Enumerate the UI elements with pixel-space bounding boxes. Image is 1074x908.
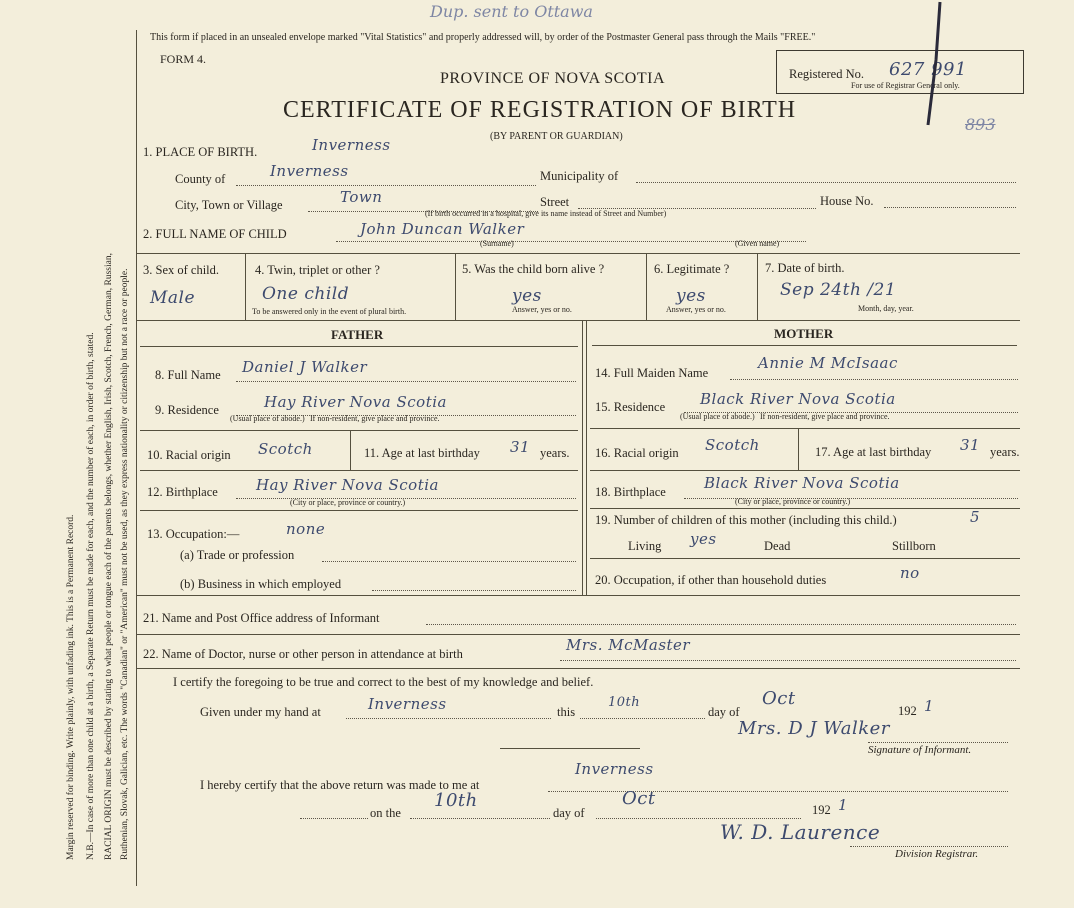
father-birthplace-value: Hay River Nova Scotia — [256, 476, 439, 494]
mother-abode-note: (Usual place of abode.) — [680, 412, 755, 421]
father-residence-value: Hay River Nova Scotia — [264, 393, 447, 411]
row-divider — [590, 558, 1020, 559]
mother-nonresident-note: If non-resident, give place and province. — [760, 412, 890, 421]
registrar-year-value: 1 — [838, 796, 849, 814]
father-age-value: 31 — [510, 438, 531, 456]
father-abode-note: (Usual place of abode.) — [230, 414, 305, 423]
alive-note: Answer, yes or no. — [512, 305, 572, 314]
cell-divider — [646, 253, 647, 320]
margin-note-3: RACIAL ORIGIN must be described by stating to what people or tongue each of the parents belongs, whether English, Irish, Scotch, French, German, Russian, — [104, 253, 114, 860]
row-divider — [590, 470, 1020, 471]
informant-signature: Mrs. D J Walker — [738, 718, 890, 739]
mother-name-value: Annie M McIsaac — [758, 354, 898, 372]
registrar-day-value: 10th — [434, 790, 478, 811]
child-name-label: 2. FULL NAME OF CHILD — [143, 227, 287, 241]
day-of-label: day of — [708, 705, 740, 719]
margin-note-2: N.B.—In case of more than one child at a birth, a Separate Return must be made for each, and the number of each, in order of birth, stated. — [86, 332, 96, 860]
mother-birthplace-label: 18. Birthplace — [595, 485, 666, 499]
row-divider — [136, 253, 1020, 254]
business-label: (b) Business in which employed — [180, 577, 342, 591]
sex-label: 3. Sex of child. — [143, 263, 220, 277]
postal-notice: This form if placed in an unsealed envelope marked "Vital Statistics" and properly addressed will, by order of the Postmaster General pass through the Mails "FREE." — [150, 32, 816, 43]
father-nonresident-note: If non-resident, give place and province. — [310, 414, 440, 423]
mother-age-value: 31 — [960, 436, 981, 454]
signature-line — [868, 742, 1008, 743]
document-title: CERTIFICATE OF REGISTRATION OF BIRTH — [283, 97, 797, 123]
father-racial-value: Scotch — [258, 440, 313, 458]
stillborn-label: Stillborn — [892, 539, 936, 553]
father-racial-label: 10. Racial origin — [147, 448, 231, 462]
twin-note: To be answered only in the event of plural birth. — [252, 307, 407, 316]
place-of-birth-value: Inverness — [312, 136, 391, 154]
cell-divider — [455, 253, 456, 320]
registered-number: 627 991 — [889, 59, 967, 80]
legitimate-value: yes — [676, 286, 706, 306]
municipality-line — [636, 182, 1016, 183]
father-name-value: Daniel J Walker — [242, 358, 368, 376]
father-years-label: years. — [540, 446, 570, 460]
parents-divider — [582, 320, 587, 595]
certify-year-value: 1 — [924, 697, 935, 715]
given-place-line — [346, 718, 551, 719]
registrar-signature: W. D. Laurence — [720, 820, 881, 844]
father-name-line — [236, 381, 576, 382]
doctor-value: Mrs. McMaster — [566, 636, 691, 654]
children-count-value: 5 — [970, 508, 981, 526]
house-number-line — [884, 207, 1016, 208]
municipality-label: Municipality of — [540, 169, 619, 183]
trade-label: (a) Trade or profession — [180, 548, 295, 562]
this-label: this — [557, 705, 576, 719]
father-heading-rule — [140, 346, 578, 347]
row-divider — [140, 470, 578, 471]
form-number: FORM 4. — [160, 52, 207, 66]
mother-name-line — [730, 379, 1018, 380]
hospital-note: (If birth occurred in a hospital, give its name instead of Street and Number) — [425, 209, 667, 218]
father-name-label: 8. Full Name — [155, 368, 221, 382]
certify-year-prefix: 192 — [898, 704, 917, 718]
registrar-month-line — [596, 818, 801, 819]
row-divider — [136, 634, 1020, 635]
mother-occupation-value: no — [900, 564, 920, 582]
date-of-birth-label: 7. Date of birth. — [765, 261, 845, 275]
registrar-statement: I hereby certify that the above return was made to me at — [200, 778, 480, 792]
row-divider — [140, 510, 578, 511]
trade-line — [322, 561, 576, 562]
mother-racial-label: 16. Racial origin — [595, 446, 679, 460]
mother-heading-rule — [592, 345, 1017, 346]
on-the-label: on the — [370, 806, 401, 820]
margin-number: 893 — [965, 115, 996, 134]
county-value: Inverness — [270, 162, 349, 180]
legitimate-note: Answer, yes or no. — [666, 305, 726, 314]
child-name-value: John Duncan Walker — [360, 220, 525, 238]
registrar-day-of-label: day of — [553, 806, 585, 820]
registrar-place-value: Inverness — [575, 760, 654, 778]
surname-note: (Surname) — [480, 239, 514, 248]
duplicate-note: Dup. sent to Ottawa — [430, 2, 593, 21]
document-subtitle: (BY PARENT OR GUARDIAN) — [490, 131, 623, 142]
living-value: yes — [690, 530, 717, 548]
registered-note: For use of Registrar General only. — [851, 81, 960, 90]
alive-value: yes — [512, 286, 542, 306]
cell-divider — [350, 430, 351, 470]
mother-years-label: years. — [990, 445, 1020, 459]
given-name-note: (Given name) — [735, 239, 780, 248]
place-of-birth-label: 1. PLACE OF BIRTH. — [143, 145, 258, 159]
registrar-signature-line — [850, 846, 1008, 847]
day-line — [580, 718, 705, 719]
children-count-label: 19. Number of children of this mother (including this child.) — [595, 513, 897, 527]
mother-birthplace-note: (City or place, province or country.) — [735, 497, 851, 506]
twin-label: 4. Twin, triplet or other ? — [255, 263, 380, 277]
date-note: Month, day, year. — [858, 304, 914, 313]
mother-residence-label: 15. Residence — [595, 400, 666, 414]
row-divider — [136, 668, 1020, 669]
city-label: City, Town or Village — [175, 198, 283, 212]
county-label: County of — [175, 172, 226, 186]
row-divider — [140, 430, 578, 431]
registrar-year-prefix: 192 — [812, 803, 831, 817]
house-number-label: House No. — [820, 194, 874, 208]
given-label: Given under my hand at — [200, 705, 321, 719]
row-divider — [136, 320, 1020, 321]
mother-age-label: 17. Age at last birthday — [815, 445, 932, 459]
sex-value: Male — [150, 288, 196, 308]
alive-label: 5. Was the child born alive ? — [462, 262, 605, 276]
certify-day-value: 10th — [608, 695, 641, 710]
margin-note-1: Margin reserved for binding. Write plainly, with unfading ink. This is a Permanent Record. — [66, 514, 76, 860]
cell-divider — [245, 253, 246, 320]
twin-value: One child — [262, 284, 350, 304]
father-birthplace-line — [236, 498, 576, 499]
father-birthplace-note: (City or place, province or country.) — [290, 498, 406, 507]
mother-occupation-label: 20. Occupation, if other than household duties — [595, 573, 827, 587]
cell-divider — [757, 253, 758, 320]
informant-line — [426, 624, 1016, 625]
father-heading: FATHER — [331, 327, 384, 342]
mother-racial-value: Scotch — [705, 436, 760, 454]
street-label: Street — [540, 195, 570, 209]
registrar-label: Division Registrar. — [895, 848, 979, 860]
registrar-place-line — [548, 791, 1008, 792]
county-line — [236, 185, 536, 186]
registrar-day-line — [410, 818, 550, 819]
father-birthplace-label: 12. Birthplace — [147, 485, 218, 499]
father-occupation-value: none — [286, 520, 326, 538]
pen-stroke — [900, 0, 950, 140]
province-heading: PROVINCE OF NOVA SCOTIA — [440, 70, 666, 87]
mother-residence-value: Black River Nova Scotia — [700, 390, 896, 408]
registered-label: Registered No. — [789, 67, 864, 81]
father-age-label: 11. Age at last birthday — [364, 446, 480, 460]
certify-month-value: Oct — [762, 688, 796, 709]
row-divider — [590, 428, 1020, 429]
mother-heading: MOTHER — [774, 326, 834, 341]
cell-divider — [798, 428, 799, 470]
informant-label: 21. Name and Post Office address of Informant — [143, 611, 380, 625]
on-the-lead-line — [300, 818, 368, 819]
row-divider — [590, 508, 1020, 509]
signature-label: Signature of Informant. — [868, 744, 972, 756]
father-residence-label: 9. Residence — [155, 403, 219, 417]
date-of-birth-value: Sep 24th /21 — [780, 280, 897, 300]
living-label: Living — [628, 539, 662, 553]
margin-note-4: Ruthenian, Slovak, Galician, etc. The words "Canadian" or "American" must not be used, as they express nationality or citizenship but not a race or people. — [120, 268, 130, 860]
legitimate-label: 6. Legitimate ? — [654, 262, 730, 276]
doctor-line — [560, 660, 1016, 661]
separator — [500, 748, 640, 749]
given-place-value: Inverness — [368, 695, 447, 713]
mother-name-label: 14. Full Maiden Name — [595, 366, 709, 380]
mother-birthplace-value: Black River Nova Scotia — [704, 474, 900, 492]
registrar-month-value: Oct — [622, 788, 656, 809]
father-occupation-label: 13. Occupation:— — [147, 527, 240, 541]
doctor-label: 22. Name of Doctor, nurse or other person in attendance at birth — [143, 647, 463, 661]
certify-statement: I certify the foregoing to be true and correct to the best of my knowledge and belief. — [173, 675, 594, 689]
row-divider — [136, 595, 1020, 596]
left-border — [136, 30, 137, 886]
business-line — [372, 590, 576, 591]
city-value: Town — [340, 188, 383, 206]
dead-label: Dead — [764, 539, 791, 553]
